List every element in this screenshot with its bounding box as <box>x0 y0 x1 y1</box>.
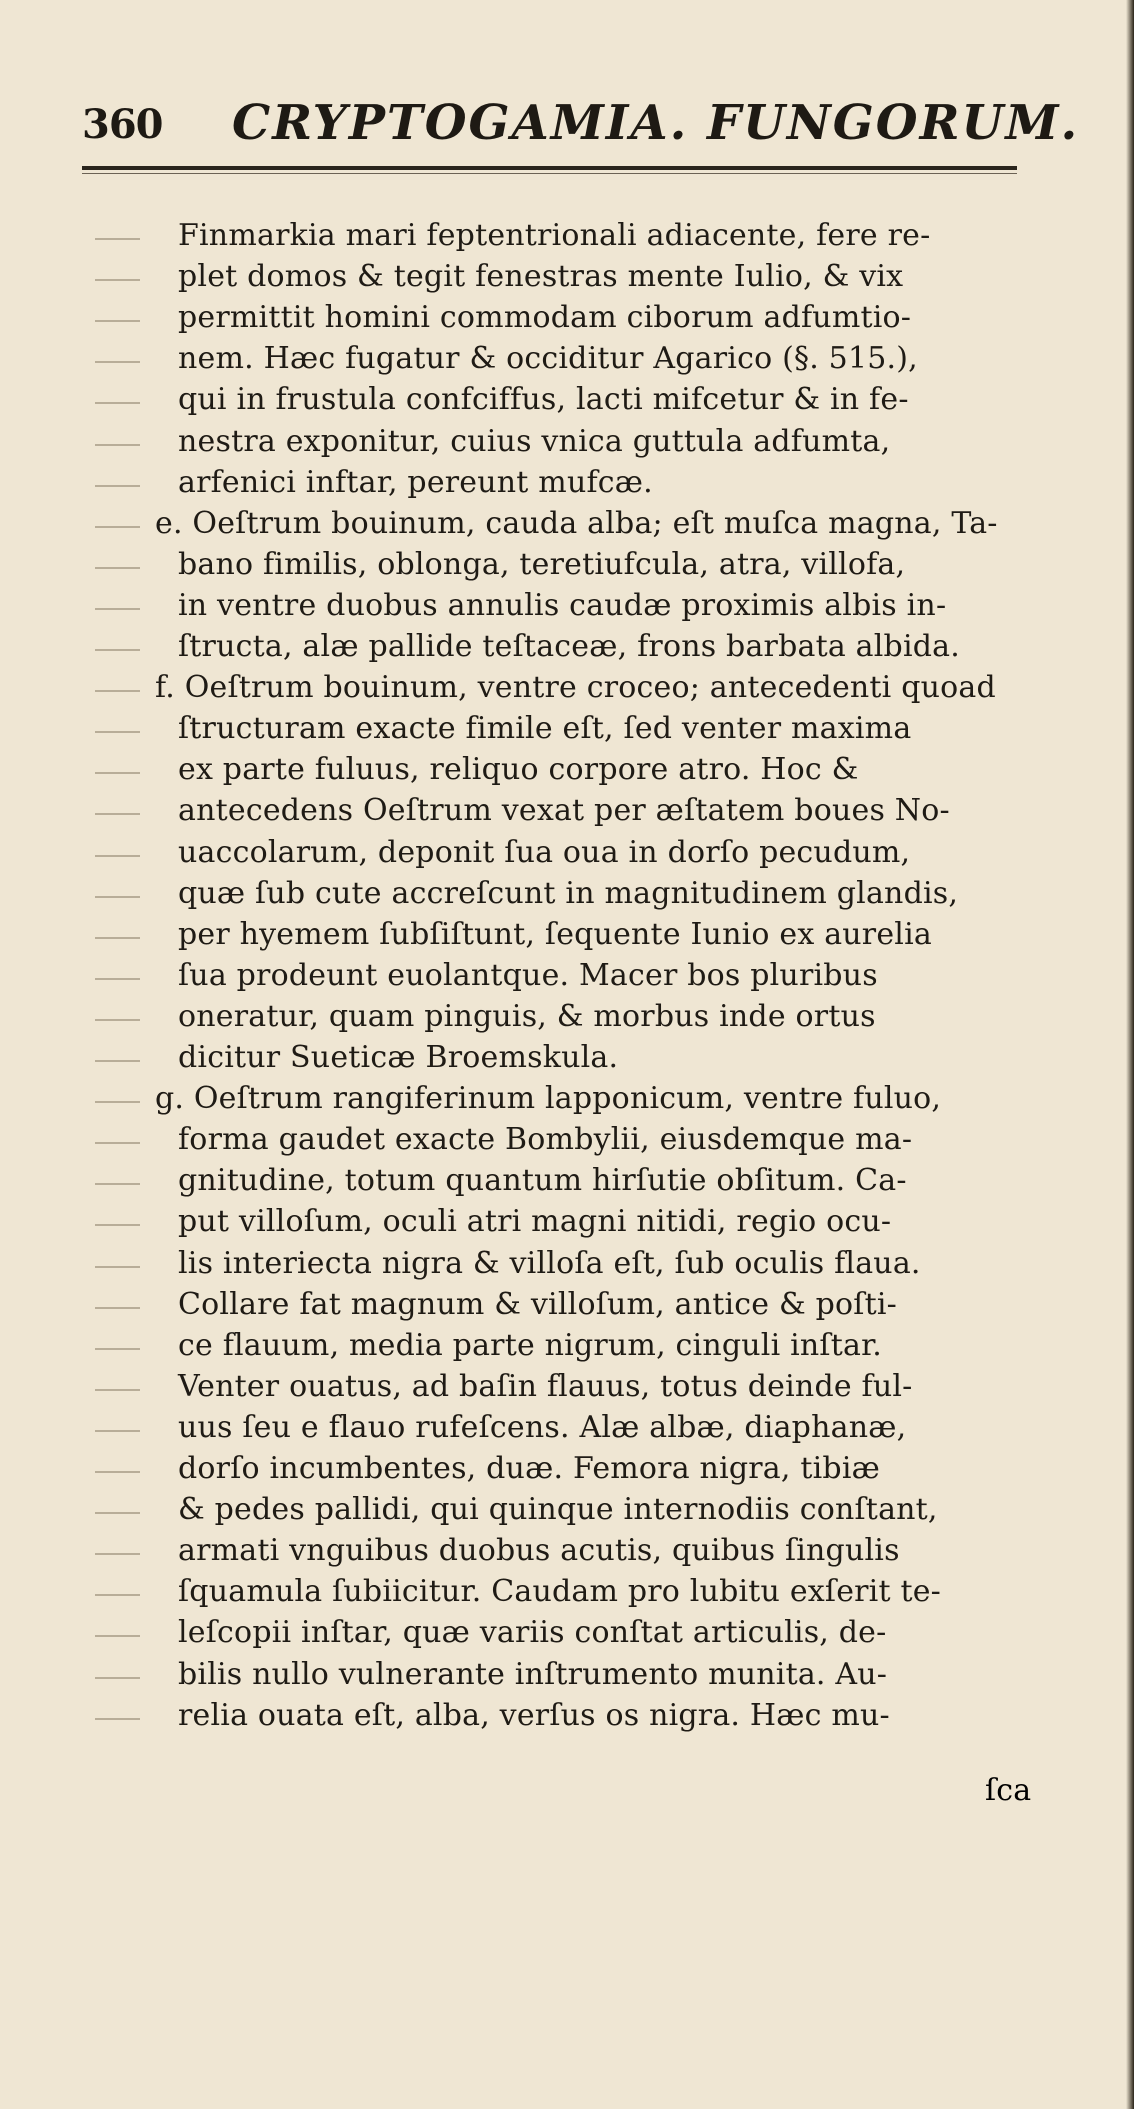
margin-bleed-mark <box>95 1142 140 1144</box>
text-line: per hyemem ſubſiſtunt, ſequente Iunio ex aurelia <box>178 917 932 952</box>
text-line: Finmarkia mari feptentrionali adiacente, fere re- <box>178 218 931 253</box>
margin-bleed-mark <box>95 526 140 528</box>
text-line: put villoſum, oculi atri magni nitidi, regio ocu- <box>178 1204 892 1239</box>
margin-bleed-mark <box>95 1635 140 1637</box>
margin-bleed-mark <box>95 1060 140 1062</box>
header-rule <box>82 166 1017 170</box>
text-line: Venter ouatus, ad baſin flauus, totus deinde ful- <box>178 1369 913 1404</box>
text-line: uus ſeu e flauo rufeſcens. Alæ albæ, diaphanæ, <box>178 1410 907 1445</box>
margin-bleed-mark <box>95 1224 140 1226</box>
page-edge-shadow <box>1126 0 1134 2109</box>
margin-bleed-mark <box>95 1430 140 1432</box>
text-line: f. Oeſtrum bouinum, ventre croceo; antecedenti quoad <box>155 670 996 705</box>
margin-bleed-mark <box>95 402 140 404</box>
running-title: CRYPTOGAMIA. FUNGORUM. <box>232 95 1080 151</box>
margin-bleed-mark <box>95 896 140 898</box>
margin-bleed-mark <box>95 1718 140 1720</box>
margin-bleed-mark <box>95 1307 140 1309</box>
text-line: forma gaudet exacte Bombylii, eiusdemque ma- <box>178 1122 913 1157</box>
header-rule-thin <box>82 173 1017 174</box>
text-line: ſua prodeunt euolantque. Macer bos pluribus <box>178 958 878 993</box>
text-line: dicitur Sueticæ Broemskula. <box>178 1040 619 1075</box>
margin-bleed-mark <box>95 320 140 322</box>
text-line: nestra exponitur, cuius vnica guttula adfumta, <box>178 424 891 459</box>
text-line: ſtructuram exacte fimile eſt, ſed venter maxima <box>178 711 912 746</box>
margin-bleed-mark <box>95 1183 140 1185</box>
margin-bleed-mark <box>95 1677 140 1679</box>
text-line: in ventre duobus annulis caudæ proximis albis in- <box>178 588 947 623</box>
margin-bleed-mark <box>95 1471 140 1473</box>
margin-bleed-mark <box>95 238 140 240</box>
margin-bleed-mark <box>95 690 140 692</box>
text-line: uaccolarum, deponit ſua oua in dorſo pecudum, <box>178 835 911 870</box>
catchword: ſca <box>985 1773 1032 1808</box>
margin-bleed-mark <box>95 855 140 857</box>
margin-bleed-mark <box>95 937 140 939</box>
text-line: ſtructa, alæ pallide teſtaceæ, frons barbata albida. <box>178 629 960 664</box>
text-line: oneratur, quam pinguis, & morbus inde ortus <box>178 999 876 1034</box>
margin-bleed-mark <box>95 1019 140 1021</box>
text-line: nem. Hæc fugatur & occiditur Agarico (§. 515.), <box>178 341 918 376</box>
text-line: relia ouata eſt, alba, verſus os nigra. Hæc mu- <box>178 1698 890 1733</box>
text-line: & pedes pallidi, qui quinque internodiis conſtant, <box>178 1492 938 1527</box>
text-line: bilis nullo vulnerante inſtrumento munita. Au- <box>178 1657 888 1692</box>
text-line: qui in frustula confciffus, lacti mifcetur & in fe- <box>178 382 909 417</box>
margin-bleed-mark <box>95 444 140 446</box>
margin-bleed-mark <box>95 1512 140 1514</box>
text-line: leſcopii inſtar, quæ variis conſtat articulis, de- <box>178 1615 887 1650</box>
page-number: 360 <box>82 101 163 148</box>
text-line: plet domos & tegit fenestras mente Iulio, & vix <box>178 259 904 294</box>
margin-bleed-mark <box>95 1553 140 1555</box>
text-line: g. Oeſtrum rangiferinum lapponicum, ventre fuluo, <box>155 1081 942 1116</box>
margin-bleed-mark <box>95 731 140 733</box>
margin-bleed-mark <box>95 1594 140 1596</box>
margin-bleed-mark <box>95 772 140 774</box>
margin-bleed-mark <box>95 485 140 487</box>
text-line: lis interiecta nigra & villoſa eſt, ſub oculis flaua. <box>178 1246 921 1281</box>
text-line: gnitudine, totum quantum hirſutie obſitum. Ca- <box>178 1163 907 1198</box>
margin-bleed-mark <box>95 813 140 815</box>
text-line: quæ ſub cute accreſcunt in magnitudinem glandis, <box>178 876 959 911</box>
text-line: bano fimilis, oblonga, teretiufcula, atra, villofa, <box>178 547 906 582</box>
text-line: permittit homini commodam ciborum adfumtio- <box>178 300 912 335</box>
text-line: ex parte fuluus, reliquo corpore atro. Hoc & <box>178 752 859 787</box>
text-line: antecedens Oeſtrum vexat per æſtatem boues No- <box>178 793 950 828</box>
margin-bleed-mark <box>95 1389 140 1391</box>
margin-bleed-mark <box>95 978 140 980</box>
text-line: arfenici inftar, pereunt mufcæ. <box>178 465 653 500</box>
text-line: armati vnguibus duobus acutis, quibus ſingulis <box>178 1533 900 1568</box>
text-line: e. Oeſtrum bouinum, cauda alba; eſt muſca magna, Ta- <box>155 506 998 541</box>
text-line: ſquamula ſubiicitur. Caudam pro lubitu exſerit te- <box>178 1574 942 1609</box>
margin-bleed-mark <box>95 567 140 569</box>
margin-bleed-mark <box>95 361 140 363</box>
text-line: ce flauum, media parte nigrum, cinguli inſtar. <box>178 1328 883 1363</box>
margin-bleed-mark <box>95 649 140 651</box>
page-header <box>82 95 1080 155</box>
margin-bleed-mark <box>95 1348 140 1350</box>
margin-bleed-mark <box>95 279 140 281</box>
text-line: Collare fat magnum & villoſum, antice & poſti- <box>178 1287 897 1322</box>
margin-bleed-mark <box>95 608 140 610</box>
margin-bleed-mark <box>95 1266 140 1268</box>
margin-bleed-mark <box>95 1101 140 1103</box>
text-line: dorſo incumbentes, duæ. Femora nigra, tibiæ <box>178 1451 881 1486</box>
